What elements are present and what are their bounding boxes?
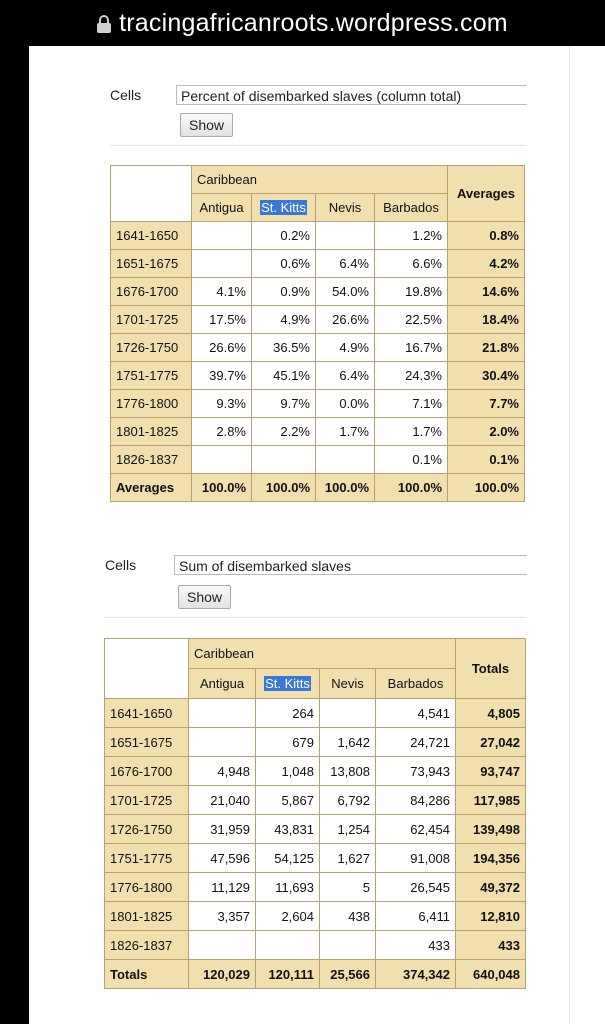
row-total: 139,498	[456, 815, 526, 844]
table-cell: 16.7%	[375, 334, 448, 362]
footer-label: Averages	[111, 474, 192, 502]
sum-pivot-table	[104, 638, 526, 989]
table-cell: 1,642	[320, 728, 376, 757]
column-header	[376, 669, 456, 699]
column-header	[320, 669, 376, 699]
table-row	[105, 815, 526, 844]
row-year: 1826-1837	[111, 446, 192, 474]
table-row	[111, 390, 525, 418]
table-cell: 84,286	[376, 786, 456, 815]
row-total: 93,747	[456, 757, 526, 786]
grand-total: 640,048	[456, 960, 526, 989]
cells-label: Cells	[105, 557, 137, 573]
table-cell: 9.7%	[252, 390, 316, 418]
table-cell	[192, 250, 252, 278]
footer-row	[111, 474, 525, 502]
url-text[interactable]: tracingafricanroots.wordpress.com	[119, 8, 508, 37]
table-cell: 4.9%	[252, 306, 316, 334]
table-cell: 1,627	[320, 844, 376, 873]
row-year: 1701-1725	[105, 786, 189, 815]
column-header-label: Barbados	[383, 200, 439, 215]
table-cell: 54.0%	[316, 278, 375, 306]
table-row	[105, 902, 526, 931]
table-row	[105, 844, 526, 873]
row-total: 2.0%	[448, 418, 525, 446]
row-total: 12,810	[456, 902, 526, 931]
row-year: 1751-1775	[111, 362, 192, 390]
group-header: Caribbean	[189, 639, 456, 669]
table-cell: 24.3%	[375, 362, 448, 390]
table-cell: 1.7%	[316, 418, 375, 446]
table-cell	[189, 728, 256, 757]
table-cell	[189, 699, 256, 728]
column-header-label: St. Kitts	[265, 676, 310, 691]
column-header-label: Antigua	[199, 676, 245, 691]
footer-label: Totals	[105, 960, 189, 989]
row-total: 30.4%	[448, 362, 525, 390]
table-cell: 62,454	[376, 815, 456, 844]
row-total: 14.6%	[448, 278, 525, 306]
table-cell: 4.1%	[192, 278, 252, 306]
footer-cell: 120,111	[256, 960, 320, 989]
row-year: 1776-1800	[111, 390, 192, 418]
table-cell: 2,604	[256, 902, 320, 931]
table-cell: 679	[256, 728, 320, 757]
table-cell: 17.5%	[192, 306, 252, 334]
corner-cell	[105, 639, 189, 699]
table-cell: 9.3%	[192, 390, 252, 418]
page-margin	[569, 46, 605, 1024]
row-total: 433	[456, 931, 526, 960]
table-cell: 43,831	[256, 815, 320, 844]
table-cell: 47,596	[189, 844, 256, 873]
table-cell: 6.4%	[316, 250, 375, 278]
row-total: 117,985	[456, 786, 526, 815]
column-header-label: Nevis	[328, 200, 362, 215]
footer-cell: 100.0%	[192, 474, 252, 502]
grand-total: 100.0%	[448, 474, 525, 502]
row-total: 18.4%	[448, 306, 525, 334]
table-cell: 1.7%	[375, 418, 448, 446]
row-total: 4.2%	[448, 250, 525, 278]
show-button[interactable]: Show	[180, 113, 233, 137]
table-cell: 21,040	[189, 786, 256, 815]
row-total: 21.8%	[448, 334, 525, 362]
table-cell: 0.2%	[252, 222, 316, 250]
table-cell	[189, 931, 256, 960]
table-cell: 91,008	[376, 844, 456, 873]
column-header-label: Nevis	[331, 676, 364, 691]
table-cell	[192, 222, 252, 250]
row-year: 1801-1825	[111, 418, 192, 446]
table-cell: 24,721	[376, 728, 456, 757]
table-cell	[320, 699, 376, 728]
table-cell: 31,959	[189, 815, 256, 844]
table-cell: 0.1%	[375, 446, 448, 474]
table-cell: 1,254	[320, 815, 376, 844]
table-cell: 6,411	[376, 902, 456, 931]
table-cell: 26.6%	[316, 306, 375, 334]
table-row	[111, 334, 525, 362]
header-row	[111, 166, 525, 194]
row-year: 1751-1775	[105, 844, 189, 873]
table-cell	[256, 931, 320, 960]
footer-row	[105, 960, 526, 989]
table-cell: 73,943	[376, 757, 456, 786]
table-cell: 1,048	[256, 757, 320, 786]
row-year: 1651-1675	[111, 250, 192, 278]
table-cell	[316, 446, 375, 474]
divider	[110, 145, 526, 146]
table-cell: 39.7%	[192, 362, 252, 390]
table-cell: 6.4%	[316, 362, 375, 390]
table-row	[105, 873, 526, 902]
row-total: 49,372	[456, 873, 526, 902]
cells-select[interactable]: Sum of disembarked slaves	[174, 555, 527, 575]
table-cell: 0.6%	[252, 250, 316, 278]
total-header: Totals	[456, 639, 526, 699]
table-cell: 26.6%	[192, 334, 252, 362]
row-year: 1726-1750	[111, 334, 192, 362]
row-total: 4,805	[456, 699, 526, 728]
table-cell: 4,948	[189, 757, 256, 786]
table-cell: 0.0%	[316, 390, 375, 418]
table-cell: 11,693	[256, 873, 320, 902]
table-cell: 2.8%	[192, 418, 252, 446]
column-header	[192, 194, 252, 222]
row-total: 0.8%	[448, 222, 525, 250]
footer-cell: 100.0%	[252, 474, 316, 502]
table-cell	[316, 222, 375, 250]
table-row	[111, 418, 525, 446]
footer-cell: 120,029	[189, 960, 256, 989]
footer-cell: 100.0%	[316, 474, 375, 502]
column-header	[256, 669, 320, 699]
row-total: 7.7%	[448, 390, 525, 418]
table-cell	[320, 931, 376, 960]
table-row	[111, 306, 525, 334]
column-header	[375, 194, 448, 222]
cells-label: Cells	[110, 87, 142, 103]
percent-pivot-table	[110, 165, 525, 502]
table-cell: 22.5%	[375, 306, 448, 334]
table-cell: 19.8%	[375, 278, 448, 306]
table-cell	[252, 446, 316, 474]
table-row	[105, 699, 526, 728]
row-total: 194,356	[456, 844, 526, 873]
row-year: 1826-1837	[105, 931, 189, 960]
table-row	[111, 222, 525, 250]
row-year: 1676-1700	[105, 757, 189, 786]
row-total: 27,042	[456, 728, 526, 757]
row-year: 1651-1675	[105, 728, 189, 757]
column-header-label: Barbados	[387, 676, 444, 691]
cells-select[interactable]: Percent of disembarked slaves (column total)	[176, 85, 527, 105]
table-cell: 3,357	[189, 902, 256, 931]
column-header-label: St. Kitts	[261, 200, 306, 215]
table-row	[105, 931, 526, 960]
table-row	[105, 728, 526, 757]
column-header	[189, 669, 256, 699]
row-year: 1726-1750	[105, 815, 189, 844]
table-cell: 6.6%	[375, 250, 448, 278]
table-cell: 433	[376, 931, 456, 960]
table-cell: 36.5%	[252, 334, 316, 362]
table-cell	[192, 446, 252, 474]
total-header: Averages	[448, 166, 525, 222]
table-row	[105, 786, 526, 815]
table-row	[105, 757, 526, 786]
column-header	[316, 194, 375, 222]
table-cell: 4,541	[376, 699, 456, 728]
row-year: 1676-1700	[111, 278, 192, 306]
table-cell: 1.2%	[375, 222, 448, 250]
footer-cell: 374,342	[376, 960, 456, 989]
table-cell: 26,545	[376, 873, 456, 902]
table-cell: 0.9%	[252, 278, 316, 306]
table-cell: 11,129	[189, 873, 256, 902]
table-cell: 7.1%	[375, 390, 448, 418]
row-year: 1801-1825	[105, 902, 189, 931]
table-cell: 438	[320, 902, 376, 931]
divider	[104, 617, 526, 618]
row-year: 1641-1650	[111, 222, 192, 250]
address-bar[interactable]	[0, 0, 605, 46]
table-row	[111, 250, 525, 278]
table-cell: 5,867	[256, 786, 320, 815]
row-total: 0.1%	[448, 446, 525, 474]
table-cell: 54,125	[256, 844, 320, 873]
group-header: Caribbean	[192, 166, 448, 194]
table-cell: 45.1%	[252, 362, 316, 390]
lock-icon	[97, 15, 111, 33]
table-cell: 6,792	[320, 786, 376, 815]
row-year: 1641-1650	[105, 699, 189, 728]
table-row	[111, 278, 525, 306]
table-cell: 5	[320, 873, 376, 902]
show-button[interactable]: Show	[178, 585, 231, 609]
column-header	[252, 194, 316, 222]
table-cell: 2.2%	[252, 418, 316, 446]
row-year: 1776-1800	[105, 873, 189, 902]
header-row	[105, 639, 526, 669]
table-cell: 13,808	[320, 757, 376, 786]
column-header-label: Antigua	[199, 200, 244, 215]
table-row	[111, 446, 525, 474]
footer-cell: 100.0%	[375, 474, 448, 502]
table-cell: 264	[256, 699, 320, 728]
row-year: 1701-1725	[111, 306, 192, 334]
table-row	[111, 362, 525, 390]
footer-cell: 25,566	[320, 960, 376, 989]
corner-cell	[111, 166, 192, 222]
table-cell: 4.9%	[316, 334, 375, 362]
